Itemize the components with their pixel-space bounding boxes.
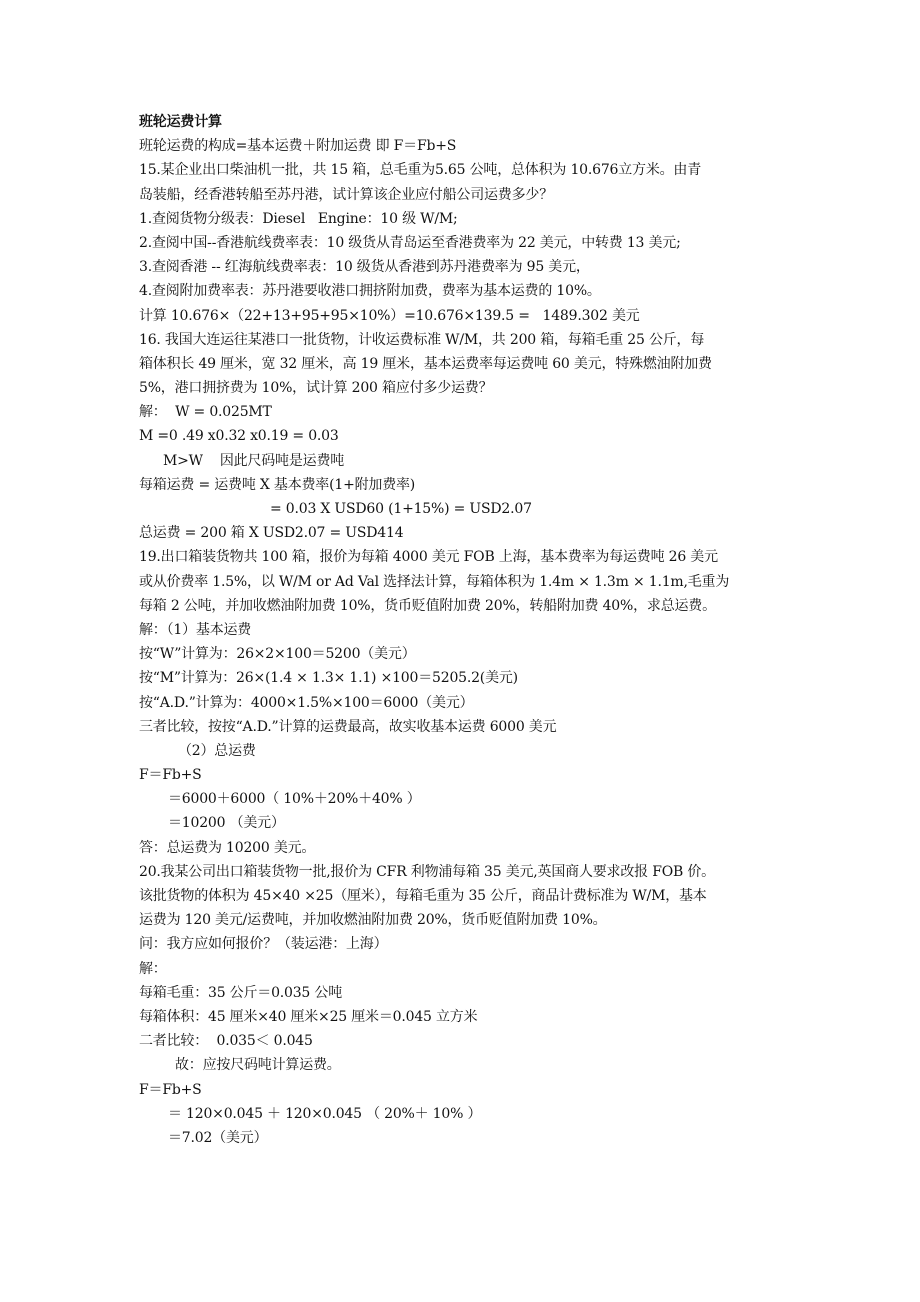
text-line: 每箱 2 公吨，并加收燃油附加费 10%，货币贬值附加费 20%，转船附加费 40%，求总运费。 bbox=[139, 597, 716, 614]
text-line: 故：应按尺码吨计算运费。 bbox=[175, 1057, 341, 1074]
text-line: M =0 .49 x0.32 x0.19 = 0.03 bbox=[139, 428, 339, 445]
text-line: 5%，港口拥挤费为 10%，试计算 200 箱应付多少运费？ bbox=[139, 380, 493, 397]
text-line: 岛装船，经香港转船至苏丹港，试计算该企业应付船公司运费多少？ bbox=[139, 186, 553, 203]
text-line: = 0.03 X USD60 (1+15%) = USD2.07 bbox=[270, 501, 532, 517]
text-line: ＝7.02（美元） bbox=[168, 1129, 268, 1146]
text-line: 运费为 120 美元/运费吨，并加收燃油附加费 20%，货币贬值附加费 10%。 bbox=[139, 912, 607, 929]
document-body bbox=[139, 134, 829, 1150]
document-title: 班轮运费计算 bbox=[139, 114, 222, 130]
text-line: 二者比较： 0.035＜ 0.045 bbox=[139, 1033, 313, 1050]
text-line: 按“M”计算为：26×(1.4 × 1.3× 1.1) ×100＝5205.2(美元) bbox=[139, 670, 518, 687]
text-line: 19.出口箱装货物共 100 箱，报价为每箱 4000 美元 FOB 上海，基本费率为每运费吨 26 美元 bbox=[139, 549, 718, 566]
text-line: F＝Fb+S bbox=[139, 1081, 202, 1098]
text-line: 解：（1）基本运费 bbox=[139, 621, 252, 638]
text-line: ＝6000＋6000（ 10%＋20%＋40% ） bbox=[168, 791, 421, 808]
text-line: 计算 10.676×（22+13+95+95×10%）=10.676×139.5 = 1489.302 美元 bbox=[139, 307, 640, 324]
text-line: ＝10200 （美元） bbox=[168, 815, 285, 832]
text-line: 该批货物的体积为 45×40 ×25（厘米），每箱毛重为 35 公斤，商品计费标准为 W/M，基本 bbox=[139, 888, 707, 904]
text-line: 班轮运费的构成=基本运费＋附加运费 即 F＝Fb+S bbox=[139, 138, 457, 155]
text-line: 按“W”计算为：26×2×100＝5200（美元） bbox=[139, 646, 416, 663]
text-line: 总运费 = 200 箱 X USD2.07 = USD414 bbox=[139, 525, 404, 542]
text-line: 3.查阅香港 -- 红海航线费率表：10 级货从香港到苏丹港费率为 95 美元， bbox=[139, 259, 590, 276]
text-line: 2.查阅中国--香港航线费率表：10 级货从青岛运至香港费率为 22 美元，中转费 13 美元; bbox=[139, 234, 681, 251]
text-line: 1.查阅货物分级表：Diesel Engine：10 级 W/M; bbox=[139, 210, 458, 227]
text-line: 解： bbox=[139, 960, 167, 977]
text-line: 或从价费率 1.5%，以 W/M or Ad Val 选择法计算，每箱体积为 1.4m × 1.3m × 1.1m,毛重为 bbox=[139, 573, 730, 590]
text-line: 4.查阅附加费率表：苏丹港要收港口拥挤附加费，费率为基本运费的 10%。 bbox=[139, 283, 601, 300]
text-line: F＝Fb+S bbox=[139, 767, 202, 784]
text-line: 解： W = 0.025MT bbox=[139, 404, 272, 421]
text-line: M>W 因此尺码吨是运费吨 bbox=[163, 452, 345, 469]
text-line: 按“A.D.”计算为：4000×1.5%×100＝6000（美元） bbox=[139, 694, 474, 711]
document-page bbox=[139, 110, 829, 1150]
text-line: 三者比较，按按“A.D.”计算的运费最高，故实收基本运费 6000 美元 bbox=[139, 718, 557, 735]
text-line: 每箱运费 = 运费吨 X 基本费率(1+附加费率) bbox=[139, 476, 416, 493]
text-line: （2）总运费 bbox=[178, 742, 256, 759]
text-line: 问：我方应如何报价？（装运港：上海） bbox=[139, 936, 388, 953]
text-line: 16. 我国大连运往某港口一批货物，计收运费标准 W/M，共 200 箱，每箱毛重 25 公斤，每 bbox=[139, 331, 705, 348]
text-line: 20.我某公司出口箱装货物一批,报价为 CFR 利物浦每箱 35 美元,英国商人要求改报 FOB 价。 bbox=[139, 863, 715, 880]
text-line: ＝ 120×0.045 ＋ 120×0.045 （ 20%＋ 10% ） bbox=[168, 1105, 482, 1122]
text-line: 15.某企业出口柴油机一批，共 15 箱，总毛重为5.65 公吨，总体积为 10.676立方米。由青 bbox=[139, 162, 702, 179]
text-line: 每箱体积：45 厘米×40 厘米×25 厘米＝0.045 立方米 bbox=[139, 1008, 478, 1025]
text-line: 箱体积长 49 厘米，宽 32 厘米，高 19 厘米，基本运费率每运费吨 60 美元，特殊燃油附加费 bbox=[139, 355, 712, 372]
text-line: 每箱毛重：35 公斤＝0.035 公吨 bbox=[139, 984, 342, 1001]
text-line: 答：总运费为 10200 美元。 bbox=[139, 839, 316, 856]
